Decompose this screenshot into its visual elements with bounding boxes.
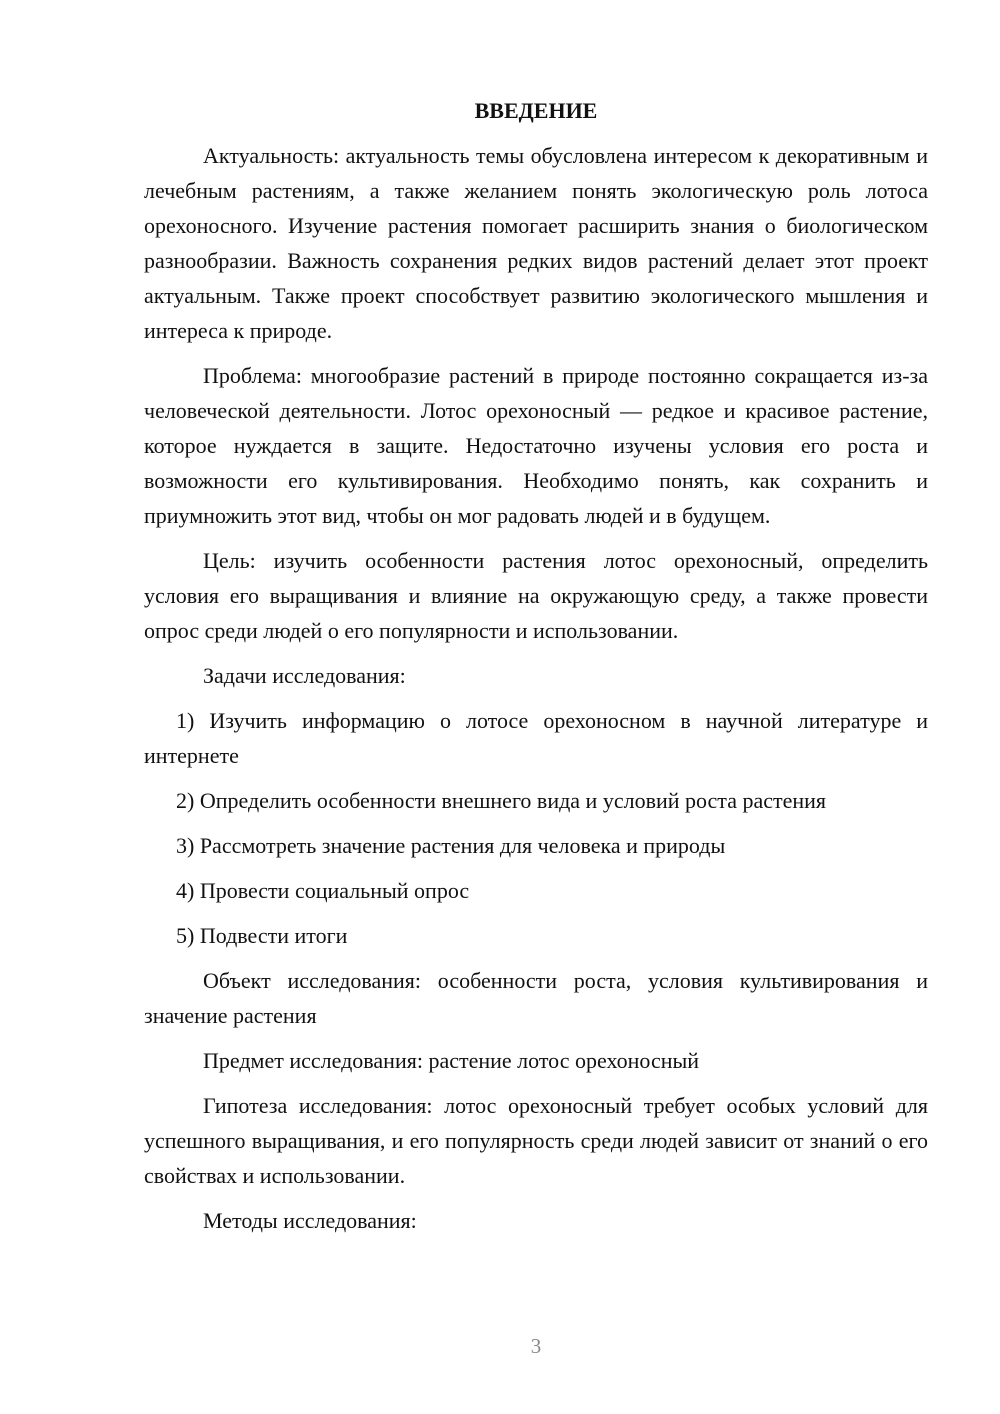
page-number: 3 — [530, 1334, 542, 1358]
document-page — [144, 96, 928, 1248]
task-item: 1) Изучить информацию о лотосе орехоносном в научной литературе и интернете — [144, 708, 928, 768]
task-item: 3) Рассмотреть значение растения для человека и природы — [176, 833, 726, 858]
tasks-heading: Задачи исследования: — [203, 663, 406, 688]
section-heading: ВВЕДЕНИЕ — [474, 98, 598, 123]
task-item: 2) Определить особенности внешнего вида и условий роста растения — [176, 788, 827, 813]
paragraph-subject: Предмет исследования: растение лотос орехоносный — [203, 1048, 700, 1073]
task-item: 5) Подвести итоги — [176, 923, 348, 948]
methods-heading: Методы исследования: — [203, 1208, 417, 1233]
paragraph-object: Объект исследования: особенности роста, условия культивирования и значение растения — [144, 968, 928, 1028]
paragraph-problem: Проблема: многообразие растений в природе постоянно сокращается из-за человеческой деятельности. Лотос орехоносный — редкое и красивое растение, которое нуждается в защите. Недостаточно изучены условия его роста и возможности его культивирования. Необходимо понять, как сохранить и приумножить этот вид, чтобы он мог радовать людей и в будущем. — [144, 363, 928, 528]
task-item: 4) Провести социальный опрос — [176, 878, 470, 903]
paragraph-hypothesis: Гипотеза исследования: лотос орехоносный требует особых условий для успешного выращивания, и его популярность среди людей зависит от знаний о его свойствах и использовании. — [144, 1093, 928, 1188]
tasks-list — [144, 703, 928, 953]
paragraph-goal: Цель: изучить особенности растения лотос орехоносный, определить условия его выращивания и влияние на окружающую среду, а также провести опрос среди людей о его популярности и использовании. — [144, 548, 928, 643]
paragraph-relevance: Актуальность: актуальность темы обусловлена интересом к декоративным и лечебным растениям, а также желанием понять экологическую роль лотоса орехоносного. Изучение растения помогает расширить знания о биологическом разнообразии. Важность сохранения редких видов растений делает этот проект актуальным. Также проект способствует развитию экологического мышления и интереса к природе. — [144, 143, 928, 343]
